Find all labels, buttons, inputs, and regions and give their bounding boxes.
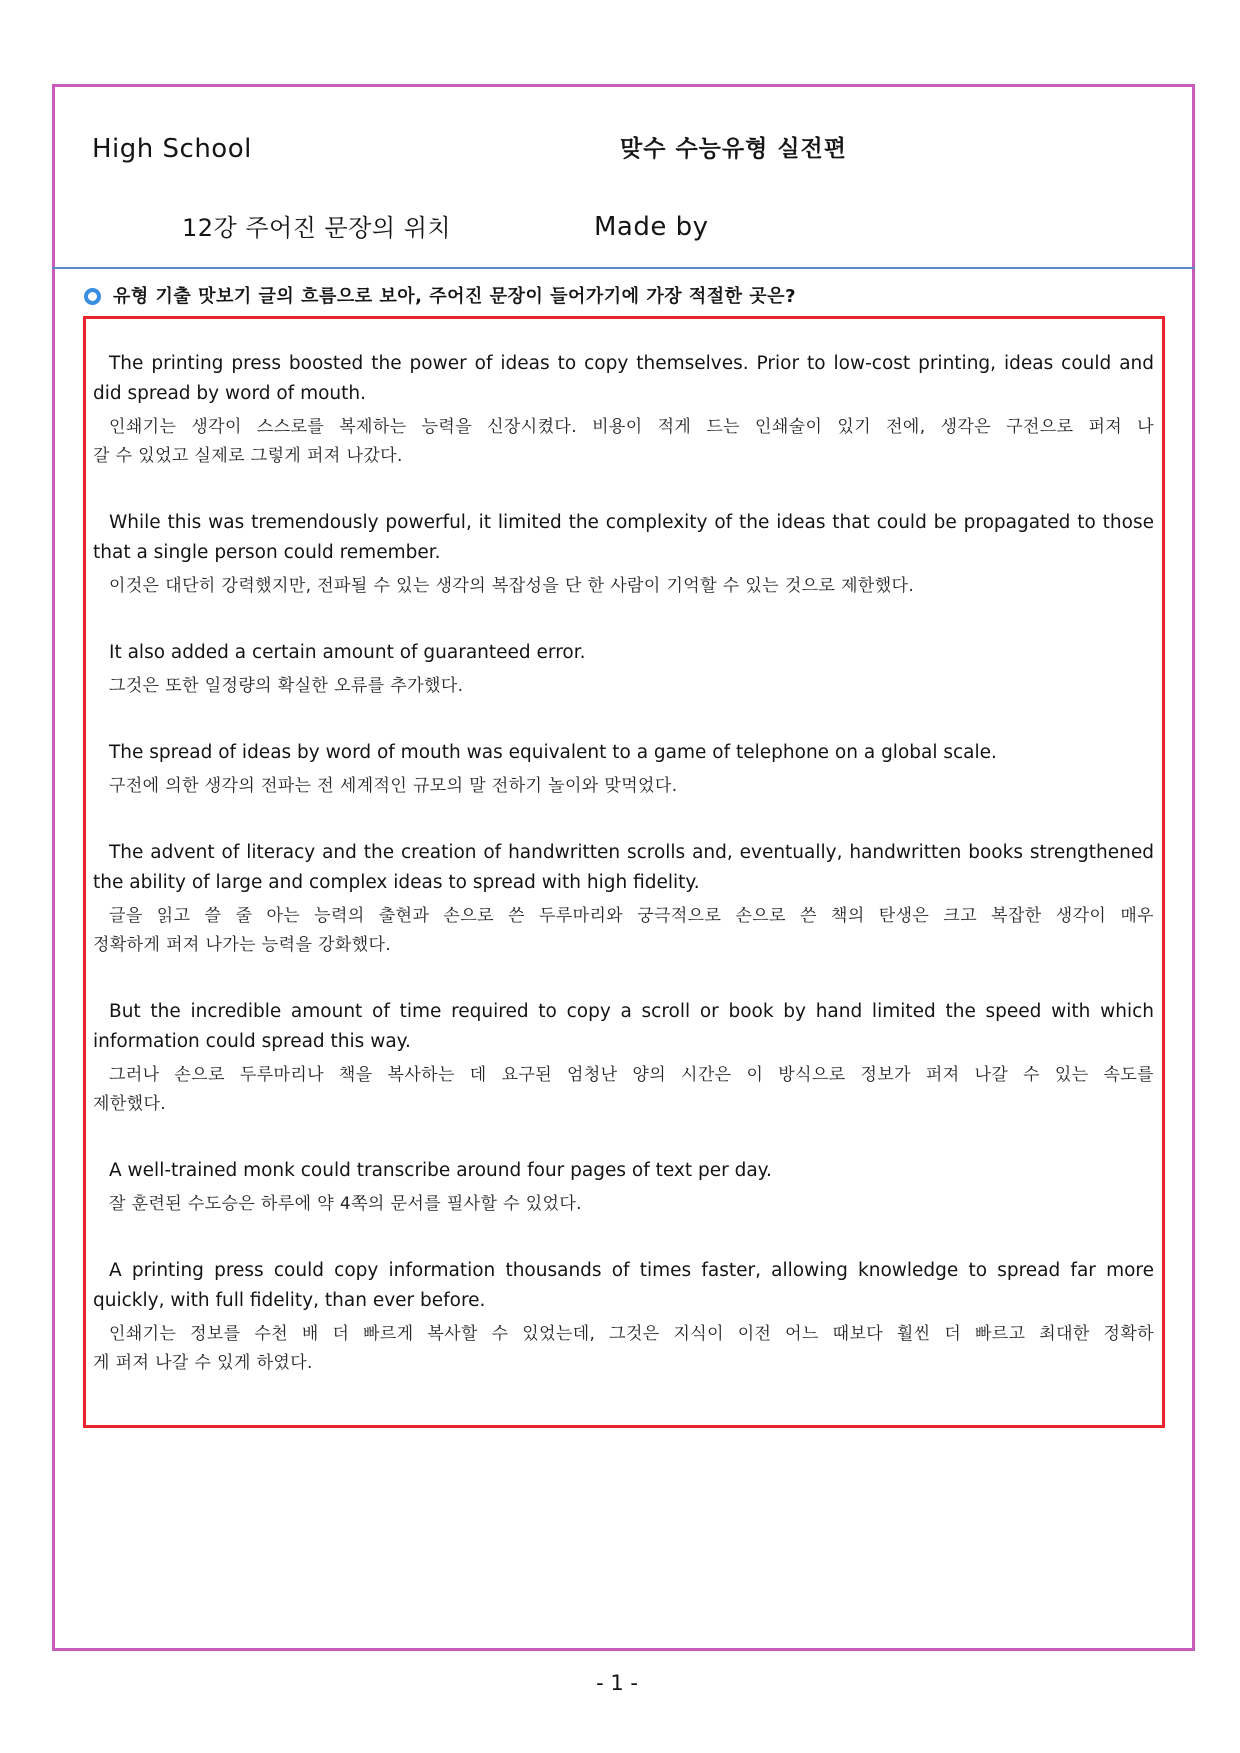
korean-line: 제한했다. <box>93 1094 167 1114</box>
english-line: did spread by word of mouth. <box>93 383 366 404</box>
passage-box <box>83 316 1165 1428</box>
korean-line: 게 퍼져 나갈 수 있게 하였다. <box>93 1353 313 1373</box>
school-level-label: High School <box>92 134 252 164</box>
english-line: The printing press boosted the power of ideas to copy themselves. Prior to low-cost printing, ideas could and <box>109 353 1154 374</box>
series-title: 맞수 수능유형 실전편 <box>620 136 847 162</box>
passage-block <box>93 1256 1154 1378</box>
passage-block <box>93 638 1154 701</box>
passage-block <box>93 838 1154 960</box>
korean-line: 구전에 의한 생각의 전파는 전 세계적인 규모의 말 전하기 놀이와 맞먹었다. <box>109 776 678 796</box>
question-instruction: 유형 기출 맛보기 글의 흐름으로 보아, 주어진 문장이 들어가기에 가장 적절한 곳은? <box>113 286 797 307</box>
english-sentence <box>93 738 1154 768</box>
passage-block <box>93 1156 1154 1219</box>
english-line: that a single person could remember. <box>93 542 441 563</box>
korean-line: 갈 수 있었고 실제로 그렇게 퍼져 나갔다. <box>93 446 403 466</box>
passage-block <box>93 349 1154 471</box>
korean-translation <box>93 413 1154 471</box>
english-line: information could spread this way. <box>93 1031 411 1052</box>
korean-line: 인쇄기는 정보를 수천 배 더 빠르게 복사할 수 있었는데, 그것은 지식이 이전 어느 때보다 훨씬 더 빠르고 최대한 정확하 <box>109 1324 1154 1344</box>
korean-line: 그러나 손으로 두루마리나 책을 복사하는 데 요구된 엄청난 양의 시간은 이 방식으로 정보가 퍼져 나갈 수 있는 속도를 <box>109 1065 1154 1085</box>
korean-translation <box>93 772 1154 801</box>
passage-block <box>93 997 1154 1119</box>
korean-translation <box>93 1320 1154 1378</box>
korean-line: 글을 읽고 쓸 줄 아는 능력의 출현과 손으로 쓴 두루마리와 궁극적으로 손으로 쓴 책의 탄생은 크고 복잡한 생각이 매우 <box>109 906 1154 926</box>
passage-block <box>93 738 1154 801</box>
english-sentence <box>93 508 1154 568</box>
english-line: It also added a certain amount of guaranteed error. <box>109 642 586 663</box>
english-sentence <box>93 349 1154 409</box>
page-number: - 1 - <box>596 1671 638 1695</box>
header-divider <box>52 267 1195 269</box>
english-sentence <box>93 1156 1154 1186</box>
english-sentence <box>93 838 1154 898</box>
english-line: While this was tremendously powerful, it limited the complexity of the ideas that could be propagated to those <box>109 512 1154 533</box>
english-line: A well-trained monk could transcribe around four pages of text per day. <box>109 1160 772 1181</box>
english-line: A printing press could copy information thousands of times faster, allowing knowledge to spread far more <box>109 1260 1154 1281</box>
made-by-label: Made by <box>594 212 709 242</box>
circle-bullet-icon <box>84 288 101 305</box>
lesson-title: 12강 주어진 문장의 위치 <box>182 214 452 242</box>
korean-line: 이것은 대단히 강력했지만, 전파될 수 있는 생각의 복잡성을 단 한 사람이 기억할 수 있는 것으로 제한했다. <box>109 576 915 596</box>
korean-translation <box>93 572 1154 601</box>
korean-translation <box>93 902 1154 960</box>
english-line: The advent of literacy and the creation of handwritten scrolls and, eventually, handwritten books strengthened <box>109 842 1154 863</box>
english-sentence <box>93 638 1154 668</box>
korean-line: 정확하게 퍼져 나가는 능력을 강화했다. <box>93 935 392 955</box>
english-line: But the incredible amount of time required to copy a scroll or book by hand limited the speed with which <box>109 1001 1154 1022</box>
korean-translation <box>93 1061 1154 1119</box>
english-sentence <box>93 1256 1154 1316</box>
english-line: the ability of large and complex ideas to spread with high fidelity. <box>93 872 700 893</box>
korean-translation <box>93 672 1154 701</box>
english-sentence <box>93 997 1154 1057</box>
korean-line: 인쇄기는 생각이 스스로를 복제하는 능력을 신장시켰다. 비용이 적게 드는 인쇄술이 있기 전에, 생각은 구전으로 퍼져 나 <box>109 417 1154 437</box>
english-line: quickly, with full fidelity, than ever before. <box>93 1290 486 1311</box>
english-line: The spread of ideas by word of mouth was equivalent to a game of telephone on a global scale. <box>109 742 997 763</box>
passage-block <box>93 508 1154 601</box>
korean-line: 그것은 또한 일정량의 확실한 오류를 추가했다. <box>109 676 464 696</box>
korean-translation <box>93 1190 1154 1219</box>
korean-line: 잘 훈련된 수도승은 하루에 약 4쪽의 문서를 필사할 수 있었다. <box>109 1194 582 1214</box>
